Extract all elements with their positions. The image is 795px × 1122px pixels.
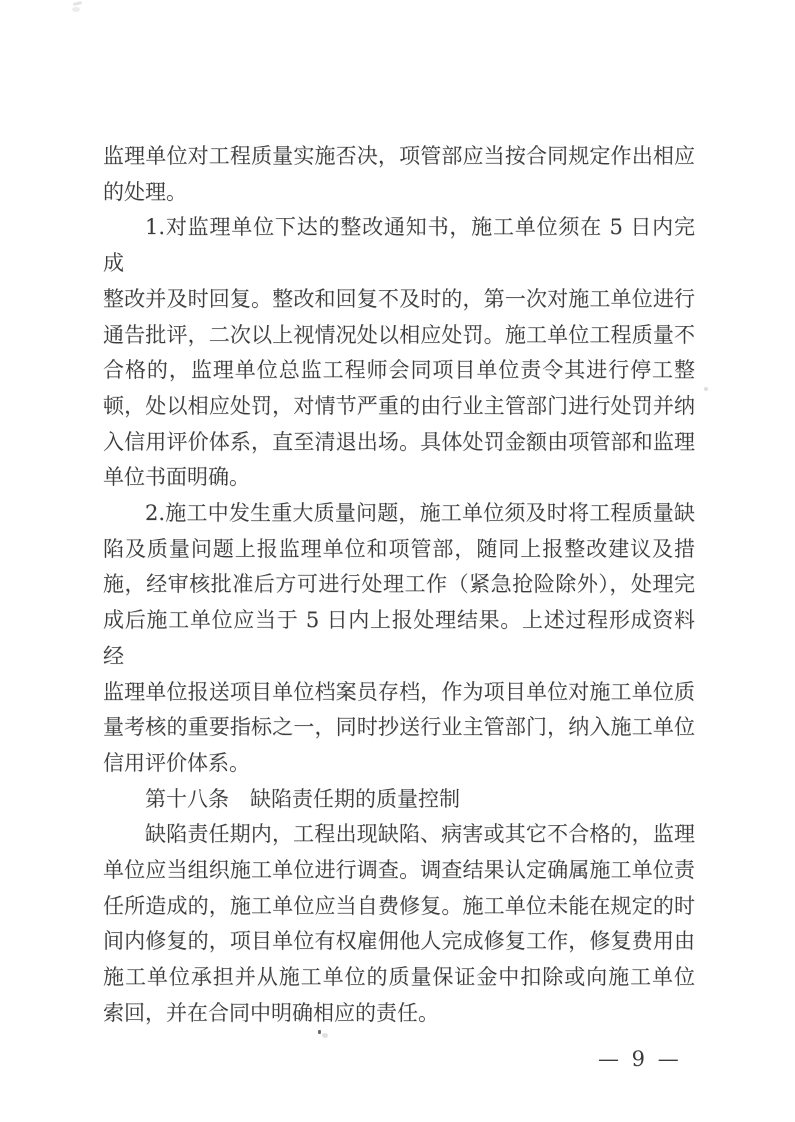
text-line: 顿，处以相应处罚，对情节严重的由行业主管部门进行处罚并纳 <box>103 393 695 418</box>
scan-artifact <box>73 1 82 6</box>
text-line: 整改并及时回复。整改和回复不及时的，第一次对施工单位进行 <box>103 286 695 311</box>
text-line: 单位书面明确。 <box>103 465 250 490</box>
text-line: 单位应当组织施工单位进行调查。调查结果认定确属施工单位责 <box>103 858 695 883</box>
text-line: 缺陷责任期内，工程出现缺陷、病害或其它不合格的，监理 <box>145 822 695 847</box>
scan-artifact <box>72 7 80 12</box>
article-heading: 第十八条 缺陷责任期的质量控制 <box>145 786 460 811</box>
text-line: 任所造成的，施工单位应当自费修复。施工单位未能在规定的时 <box>103 893 695 918</box>
text-line: 合格的，监理单位总监工程师会同项目单位责令其进行停工整 <box>103 358 695 383</box>
text-line: 陷及质量问题上报监理单位和项管部，随同上报整改建议及措 <box>103 536 695 561</box>
text-line: 索回，并在合同中明确相应的责任。 <box>103 1000 439 1025</box>
body-text <box>103 139 695 1032</box>
text-line: 1.对监理单位下达的整改通知书，施工单位须在 5 日内完成 <box>103 215 695 276</box>
text-line: 通告批评，二次以上视情况处以相应处罚。施工单位工程质量不 <box>103 322 695 347</box>
text-line: 的处理。 <box>103 179 187 204</box>
text-line: 监理单位报送项目单位档案员存档，作为项目单位对施工单位质 <box>103 679 695 704</box>
text-line: 施，经审核批准后方可进行处理工作（紧急抢险除外），处理完 <box>103 572 695 597</box>
text-line: 成后施工单位应当于 5 日内上报处理结果。上述过程形成资料经 <box>103 608 695 668</box>
text-line: 入信用评价体系，直至清退出场。具体处罚金额由项管部和监理 <box>103 429 695 454</box>
text-line: 信用评价体系。 <box>103 750 250 775</box>
scan-artifact <box>704 387 708 391</box>
page-number: — 9 — <box>598 1047 682 1071</box>
text-line: 施工单位承担并从施工单位的质量保证金中扣除或向施工单位 <box>103 965 695 990</box>
text-line: 2.施工中发生重大质量问题，施工单位须及时将工程质量缺 <box>145 501 695 526</box>
text-line: 间内修复的，项目单位有权雇佣他人完成修复工作，修复费用由 <box>103 929 695 954</box>
scan-artifact <box>322 1033 328 1038</box>
text-line: 量考核的重要指标之一，同时抄送行业主管部门，纳入施工单位 <box>103 715 695 740</box>
text-line: 监理单位对工程质量实施否决，项管部应当按合同规定作出相应 <box>103 144 695 168</box>
